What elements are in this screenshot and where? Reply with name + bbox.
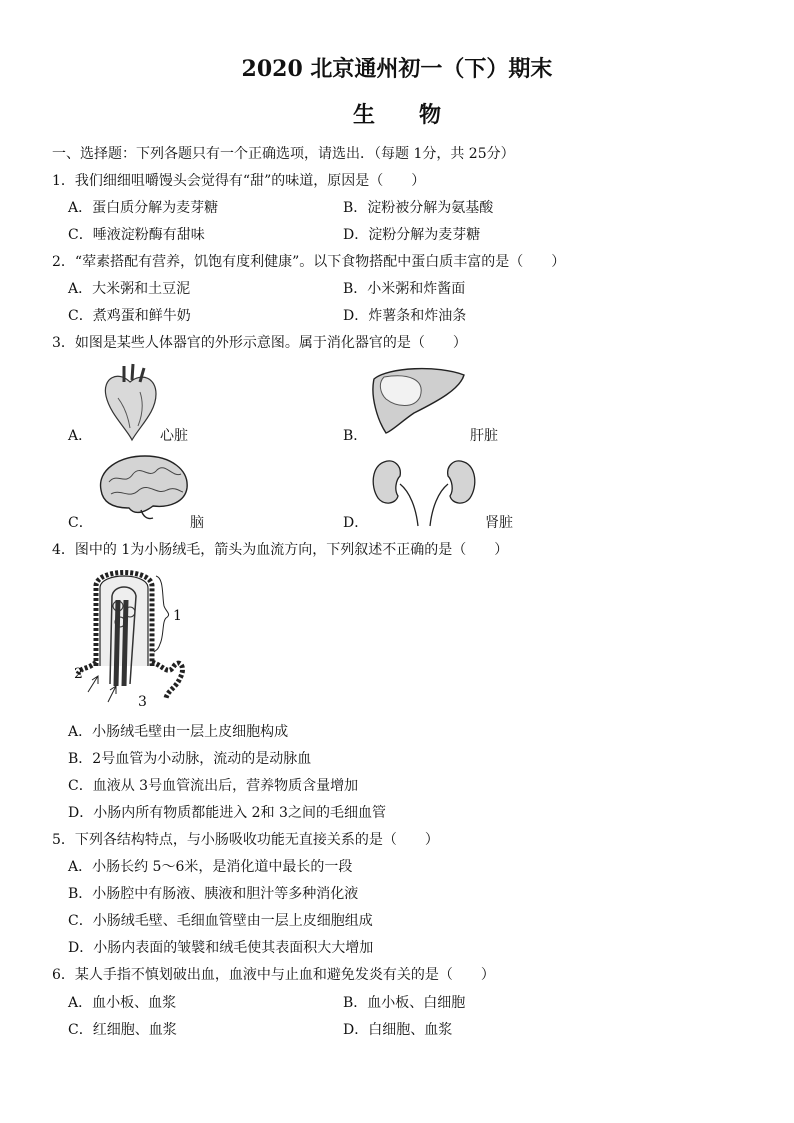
brain-caption: 脑: [190, 515, 204, 531]
villus-figure: [68, 566, 198, 714]
q6-option-c: C．红细胞、血浆: [68, 1022, 177, 1038]
q3-option-c: C．: [68, 515, 93, 531]
q2-option-d: D．炸薯条和炸油条: [343, 308, 467, 324]
liver-caption: 肝脏: [470, 428, 498, 444]
question-4-stem: 4．图中的 1为小肠绒毛，箭头为血流方向，下列叙述不正确的是（ ）: [52, 542, 509, 558]
q1-option-b: B．淀粉被分解为氨基酸: [343, 200, 494, 216]
q2-option-c: C．煮鸡蛋和鲜牛奶: [68, 308, 191, 324]
q2-option-b: B．小米粥和炸酱面: [343, 281, 466, 297]
q4-option-a: A．小肠绒毛壁由一层上皮细胞构成: [68, 724, 289, 740]
villus-label-3: 3: [138, 694, 147, 710]
section-heading: 一、选择题：下列各题只有一个正确选项，请选出．（每题 1分，共 25分）: [52, 146, 515, 162]
heart-figure: [100, 362, 160, 442]
brain-figure: [95, 452, 191, 522]
q4-option-c: C．血液从 3号血管流出后，营养物质含量增加: [68, 778, 359, 794]
villus-label-2: 2: [74, 666, 83, 682]
q3-option-d: D．: [343, 515, 369, 531]
question-5-stem: 5．下列各结构特点，与小肠吸收功能无直接关系的是（ ）: [52, 832, 439, 848]
q5-option-c: C．小肠绒毛壁、毛细血管壁由一层上皮细胞组成: [68, 913, 373, 929]
q6-option-d: D．白细胞、血浆: [343, 1022, 453, 1038]
villus-label-1: 1: [173, 608, 182, 624]
q1-option-a: A．蛋白质分解为麦芽糖: [68, 200, 219, 216]
q3-option-b: B．: [343, 428, 368, 444]
q6-option-b: B．血小板、白细胞: [343, 995, 466, 1011]
q6-option-a: A．血小板、血浆: [68, 995, 177, 1011]
question-1-stem: 1．我们细细咀嚼馒头会觉得有“甜”的味道，原因是（ ）: [52, 173, 426, 189]
question-6-stem: 6．某人手指不慎划破出血，血液中与止血和避免发炎有关的是（ ）: [52, 967, 495, 983]
q5-option-a: A．小肠长约 5～6米，是消化道中最长的一段: [68, 859, 353, 875]
q4-option-b: B．2号血管为小动脉，流动的是动脉血: [68, 751, 312, 767]
q3-option-a: A．: [68, 428, 93, 444]
kidney-caption: 肾脏: [485, 515, 513, 531]
liver-figure: [368, 365, 468, 435]
q1-option-d: D．淀粉分解为麦芽糖: [343, 227, 481, 243]
q5-option-d: D．小肠内表面的皱襞和绒毛使其表面积大大增加: [68, 940, 374, 956]
q4-option-d: D．小肠内所有物质都能进入 2和 3之间的毛细血管: [68, 805, 386, 821]
q1-option-c: C．唾液淀粉酶有甜味: [68, 227, 205, 243]
subject-title: 生 物: [352, 102, 441, 128]
question-2-stem: 2．“荤素搭配有营养，饥饱有度利健康”。以下食物搭配中蛋白质丰富的是（ ）: [52, 254, 566, 270]
page-title: 2020 北京通州初一（下）期末: [241, 56, 553, 82]
question-3-stem: 3．如图是某些人体器官的外形示意图。属于消化器官的是（ ）: [52, 335, 467, 351]
q2-option-a: A．大米粥和土豆泥: [68, 281, 191, 297]
q5-option-b: B．小肠腔中有肠液、胰液和胆汁等多种消化液: [68, 886, 359, 902]
heart-caption: 心脏: [160, 428, 188, 444]
kidney-figure: [370, 452, 478, 528]
